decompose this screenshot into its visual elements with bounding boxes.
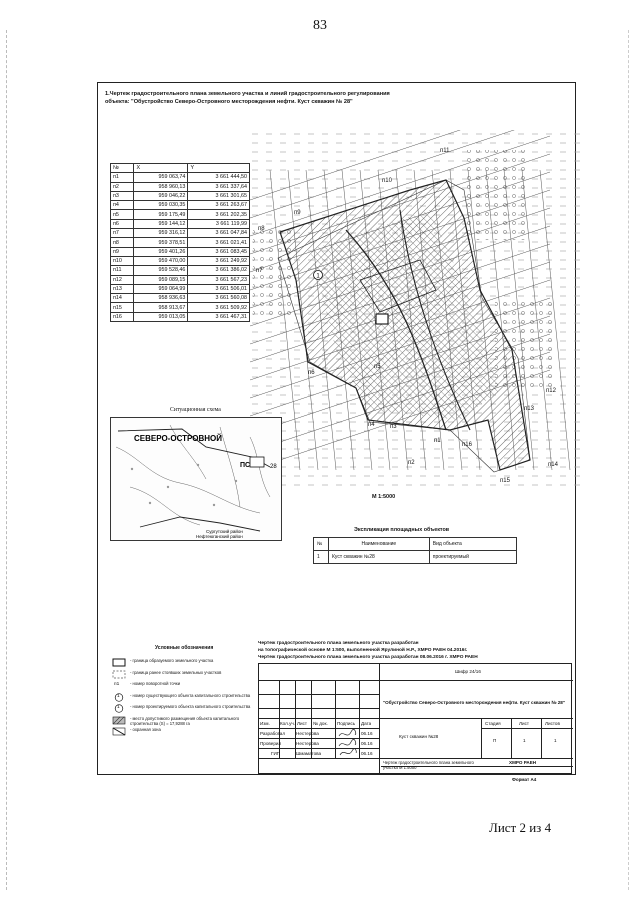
role-checker: Проверил	[260, 741, 282, 746]
coord-cell-x: 959 401,26	[134, 247, 188, 256]
coord-cell-y: 3 661 509,92	[188, 303, 250, 312]
coordinates-row	[111, 173, 250, 182]
coord-cell-y: 3 661 467,31	[188, 312, 250, 321]
legend-symbol-hatch-icon	[112, 716, 126, 725]
sheets-value: 1	[554, 738, 557, 743]
header-sheet: Лист	[297, 721, 307, 726]
plan-title-line1: 1.Чертеж градостроительного плана земельного участка и линий градостроительного регулирования	[105, 91, 390, 97]
note-line-2: на топографической основе М 1:500, выполненной Ярулиной Н.Р., ХМРО РАЕН 04.2016г.	[258, 648, 468, 654]
date-developer: 06.16	[361, 731, 373, 736]
turning-point-label: п14	[548, 462, 558, 468]
coord-cell-point: п16	[111, 312, 134, 321]
coord-cell-point: п9	[111, 247, 134, 256]
situation-region-label: СЕВЕРО-ОСТРОВНОЙ	[134, 434, 223, 443]
legend-mark: 1	[117, 705, 120, 710]
coordinates-row	[111, 238, 250, 247]
project-name: "Обустройство Северо-Островного месторождения нефти. Куст скважин № 28"	[383, 700, 566, 705]
header-signature: Подпись	[337, 721, 356, 726]
coord-cell-x: 959 089,15	[134, 275, 188, 284]
coord-cell-x: 959 144,12	[134, 219, 188, 228]
coord-cell-x: 959 528,46	[134, 266, 188, 275]
coordinates-row	[111, 303, 250, 312]
coord-cell-point: п2	[111, 182, 134, 191]
coordinates-row	[111, 191, 250, 200]
coord-cell-y: 3 661 444,50	[188, 173, 250, 182]
situation-area-label-1: Сургутский район	[206, 529, 243, 534]
coord-cell-point: п6	[111, 219, 134, 228]
organization: ХМРО РАЕН	[509, 760, 537, 765]
coordinates-row	[111, 294, 250, 303]
turning-point-label: п5	[374, 364, 381, 370]
plan-title	[105, 91, 505, 106]
site-plan-map	[250, 130, 580, 490]
legend-text: - граница образуемого земельного участка	[130, 658, 214, 663]
signature-icon	[337, 728, 359, 758]
coord-cell-point: п12	[111, 275, 134, 284]
turning-point-label: п8	[258, 226, 265, 232]
coord-cell-x: 958 960,13	[134, 182, 188, 191]
coord-cell-point: п3	[111, 191, 134, 200]
legend-text: - охранная зона	[130, 727, 161, 732]
legend-mark: 1	[117, 693, 120, 699]
explication-header-row	[314, 538, 517, 551]
coordinates-row	[111, 247, 250, 256]
coord-cell-point: п14	[111, 294, 134, 303]
turning-point-label: п13	[524, 406, 534, 412]
object-marker	[314, 271, 323, 280]
coordinates-row	[111, 182, 250, 191]
situation-map	[110, 417, 282, 541]
turning-point-label: п10	[382, 178, 392, 184]
col-x-header: X	[134, 164, 188, 173]
coord-cell-y: 3 661 202,35	[188, 210, 250, 219]
turning-point-label: п2	[408, 460, 415, 466]
coordinates-row	[111, 229, 250, 238]
turning-point-label: п15	[500, 478, 510, 484]
note-line-1: Чертеж градостроительного плана земельного участка разработан	[258, 641, 419, 646]
name-developer: Нестерова	[296, 731, 319, 736]
explication-row-type: проектируемый	[429, 551, 516, 564]
coord-cell-y: 3 661 083,45	[188, 247, 250, 256]
legend-symbol-rect-icon	[112, 658, 126, 667]
coordinates-row	[111, 284, 250, 293]
legend-symbol-dashed-rect-icon	[112, 670, 126, 679]
coord-cell-x: 959 470,00	[134, 256, 188, 265]
header-change: Изм.	[260, 721, 270, 726]
turning-point-label: п12	[546, 388, 556, 394]
legend-mark: п1	[114, 682, 120, 687]
legend-item	[112, 704, 262, 715]
turning-point-label: п1	[434, 438, 441, 444]
turning-point-label: п3	[390, 424, 397, 430]
object-number-label: 1	[316, 273, 320, 280]
sheet-value: 1	[523, 738, 526, 743]
coordinates-header-row	[111, 164, 250, 173]
coord-cell-x: 959 378,51	[134, 238, 188, 247]
page-number: 83	[313, 18, 327, 33]
coord-cell-y: 3 661 337,64	[188, 182, 250, 191]
legend-item	[112, 727, 262, 738]
role-developer: Разработал	[260, 731, 286, 736]
coord-cell-point: п10	[111, 256, 134, 265]
scan-edge-left	[6, 30, 8, 890]
coord-cell-point: п8	[111, 238, 134, 247]
situation-title: Ситуационная схема	[170, 407, 221, 413]
coord-cell-point: п13	[111, 284, 134, 293]
name-checker: Нестерова	[296, 741, 319, 746]
turning-point-label: п9	[294, 210, 301, 216]
explication-col-type: Вид объекта	[429, 538, 516, 551]
coordinates-row	[111, 201, 250, 210]
turning-point-label: п7	[256, 268, 263, 274]
coordinates-row	[111, 210, 250, 219]
stage-value: П	[493, 738, 497, 743]
coord-cell-point: п1	[111, 173, 134, 182]
legend-symbol-zone-icon	[112, 727, 126, 736]
explication-row-name: Куст скважин №28	[329, 551, 430, 564]
legend-item	[112, 693, 262, 704]
turning-point-label: п4	[368, 422, 375, 428]
col-number-header: №	[111, 164, 134, 173]
coord-cell-x: 958 936,63	[134, 294, 188, 303]
coord-cell-y: 3 661 560,08	[188, 294, 250, 303]
cipher: Шифр 24/16	[455, 669, 481, 674]
legend-item	[112, 670, 262, 681]
legend-text: - место допустимого размещения объекта капитального строительства (S) = 17,9288 га	[130, 715, 240, 726]
coordinates-row	[111, 266, 250, 275]
coord-cell-y: 3 661 021,41	[188, 238, 250, 247]
coord-cell-y: 3 661 263,67	[188, 201, 250, 210]
coord-cell-x: 959 316,12	[134, 229, 188, 238]
legend-item	[112, 716, 262, 727]
coordinates-row	[111, 312, 250, 321]
date-checker: 06.16	[361, 741, 373, 746]
title-block	[258, 663, 572, 774]
scan-edge-right	[628, 30, 630, 890]
legend-text: - номер поворотной точки	[130, 681, 181, 686]
header-count: Кол.уч.	[280, 721, 296, 726]
coordinates-row	[111, 275, 250, 284]
coord-cell-y: 3 661 119,99	[188, 219, 250, 228]
coord-cell-y: 3 661 047,84	[188, 229, 250, 238]
coord-cell-y: 3 661 249,92	[188, 256, 250, 265]
situation-site-number: 28	[270, 464, 277, 470]
note-line-3: Чертеж градостроительного плана земельного участка разработан 08.06.2016 г. ХМРО РАЕН	[258, 655, 478, 661]
turning-point-label: п16	[462, 442, 472, 448]
explication-table	[313, 537, 517, 564]
legend-item	[112, 681, 262, 692]
col-y-header: Y	[188, 164, 250, 173]
explication-title: Экспликация площадных объектов	[354, 527, 450, 533]
coord-cell-x: 959 063,74	[134, 173, 188, 182]
coordinates-table	[110, 163, 250, 322]
drawing-name: Чертеж градостроительного плана земельного участка М 1:5000	[383, 760, 474, 770]
coord-cell-y: 3 661 506,01	[188, 284, 250, 293]
legend-title: Условные обозначения	[155, 645, 214, 651]
turning-point-label: п11	[440, 148, 450, 154]
coord-cell-y: 3 661 567,23	[188, 275, 250, 284]
coordinates-body	[111, 173, 250, 322]
format-label: Формат А4	[512, 777, 537, 782]
coord-cell-x: 959 030,35	[134, 201, 188, 210]
plan-title-line2: объекта: "Обустройство Северо-Островного месторождения нефти. Куст скважин № 28"	[105, 98, 353, 105]
legend-text: - номер проектируемого объекта капитального строительства	[130, 704, 251, 709]
coord-cell-x: 958 913,67	[134, 303, 188, 312]
scale-caption: М 1:5000	[372, 494, 396, 500]
coord-cell-y: 3 661 301,65	[188, 191, 250, 200]
legend-text: - номер существующего объекта капитального строительства	[130, 692, 251, 698]
coord-cell-x: 959 013,05	[134, 312, 188, 321]
sheet-counter: Лист 2 из 4	[489, 820, 552, 835]
coord-cell-point: п15	[111, 303, 134, 312]
coord-cell-point: п5	[111, 210, 134, 219]
coord-cell-x: 959 046,22	[134, 191, 188, 200]
situation-area-label-2: Нефтеюганский район	[196, 534, 243, 539]
explication-col-name: Наименование	[329, 538, 430, 551]
stage-header: Стадия	[485, 721, 501, 726]
coord-cell-y: 3 661 386,02	[188, 266, 250, 275]
situation-site-label: ПС	[240, 462, 251, 469]
role-chief: ГИП	[271, 751, 281, 756]
coord-cell-x: 959 175,49	[134, 210, 188, 219]
explication-col-number: №	[314, 538, 329, 551]
explication-row	[314, 551, 517, 564]
legend-item	[112, 658, 262, 669]
date-chief: 06.16	[361, 751, 373, 756]
sheets-header: Листов	[545, 721, 560, 726]
name-chief: Шмаматова	[296, 751, 322, 756]
header-doc: № док.	[313, 721, 328, 726]
coordinates-row	[111, 256, 250, 265]
legend-text: - граница ранее стоявших земельных участков	[130, 669, 222, 675]
turning-point-label: п6	[308, 370, 315, 376]
coord-cell-point: п4	[111, 201, 134, 210]
object-name: Куст скважин №28	[399, 734, 439, 739]
header-date: Дата	[361, 721, 372, 726]
coordinates-row	[111, 219, 250, 228]
coord-cell-point: п11	[111, 266, 134, 275]
drawing-notes	[258, 640, 573, 662]
coord-cell-point: п7	[111, 229, 134, 238]
coord-cell-x: 959 064,99	[134, 284, 188, 293]
sheet-header: Лист	[519, 721, 529, 726]
explication-row-number: 1	[314, 551, 329, 564]
